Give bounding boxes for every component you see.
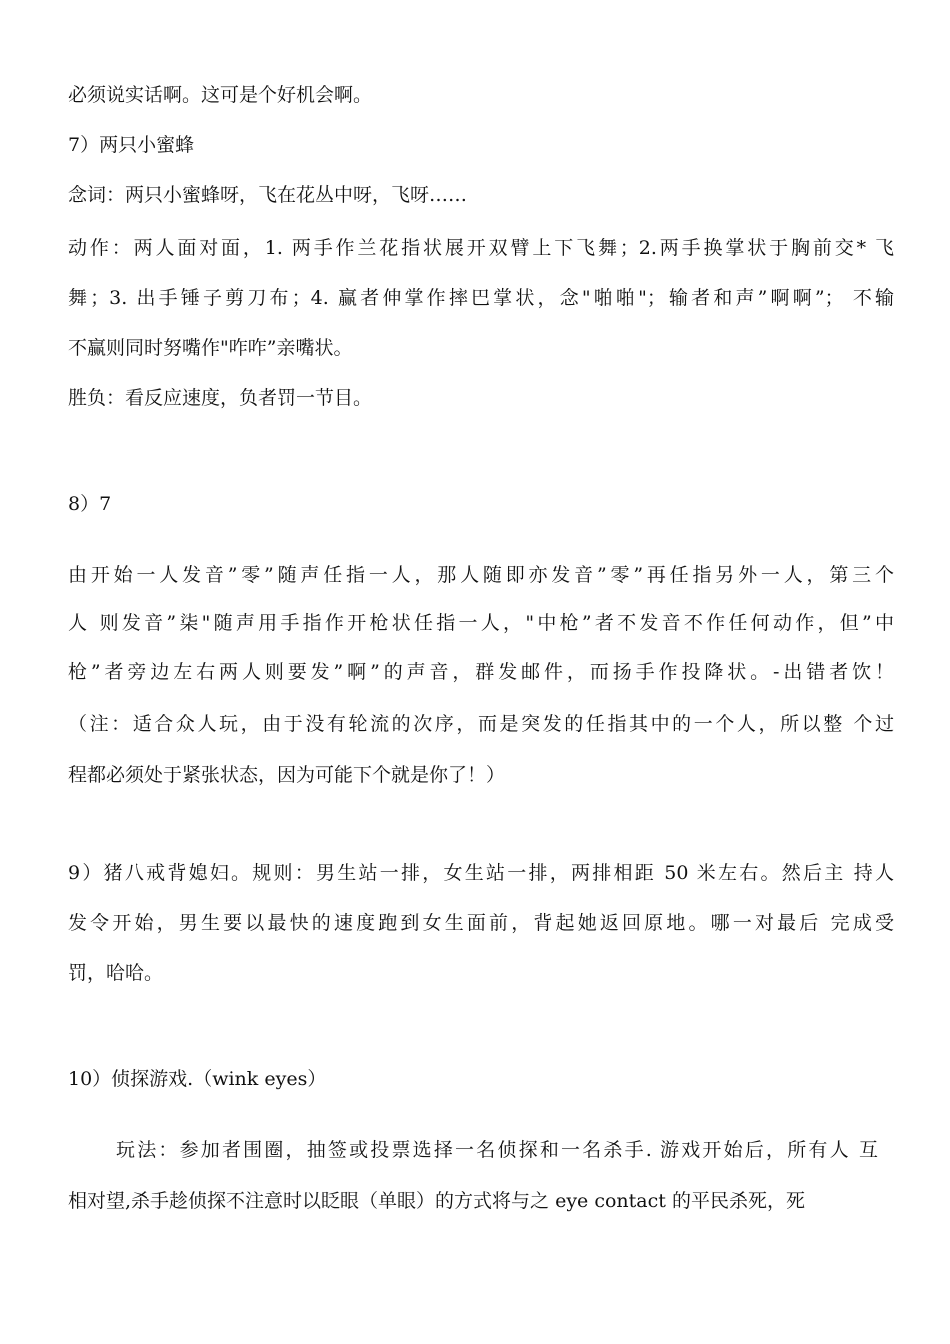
- paragraph-line: 念词：两只小蜜蜂呀，飞在花丛中呀，飞呀……: [68, 184, 468, 206]
- section-heading-9: 9）猪八戒背媳妇。规则：男生站一排，女生站一排，两排相距 50 米左右。然后主 持人: [68, 862, 894, 884]
- section-heading-7: 7）两只小蜜蜂: [68, 134, 195, 156]
- paragraph-line: 人 则发音”柒"随声用手指作开枪状任指一人，"中枪”者不发音不作任何动作，但”中: [68, 612, 894, 634]
- paragraph-line: 胜负：看反应速度，负者罚一节目。: [68, 387, 373, 409]
- paragraph-line: 程都必须处于紧张状态，因为可能下个就是你了！）: [68, 764, 506, 786]
- paragraph-line: 不赢则同时努嘴作"咋咋”亲嘴状。: [68, 337, 353, 359]
- paragraph-line: 舞；3. 出手锤子剪刀布；4. 赢者伸掌作摔巴掌状，念"啪啪"；输者和声”啊啊”； 不输: [68, 287, 894, 309]
- paragraph-line: 发令开始，男生要以最快的速度跑到女生面前，背起她返回原地。哪一对最后 完成受: [68, 912, 894, 934]
- paragraph-line: （注：适合众人玩，由于没有轮流的次序，而是突发的任指其中的一个人，所以整 个过: [68, 713, 894, 735]
- paragraph-line: 罚，哈哈。: [68, 962, 164, 984]
- paragraph-line: 相对望,杀手趁侦探不注意时以眨眼（单眼）的方式将与之 eye contact 的平民杀死，死: [68, 1190, 805, 1212]
- section-heading-8: 8）7: [68, 493, 112, 515]
- paragraph-line: 由开始一人发音”零”随声任指一人，那人随即亦发音”零”再任指另外一人，第三个: [68, 564, 894, 586]
- section-heading-10: 10）侦探游戏.（wink eyes）: [68, 1068, 327, 1090]
- paragraph-line: 动作：两人面对面，1. 两手作兰花指状展开双臂上下飞舞；2.两手换掌状于胸前交* 飞: [68, 237, 894, 259]
- paragraph-line: 玩法：参加者围圈，抽签或投票选择一名侦探和一名杀手. 游戏开始后，所有人 互: [116, 1139, 878, 1161]
- paragraph-line: 枪”者旁边左右两人则要发”啊”的声音，群发邮件，而扬手作投降状。-出错者饮！: [68, 661, 894, 683]
- paragraph-line: 必须说实话啊。这可是个好机会啊。: [68, 84, 373, 106]
